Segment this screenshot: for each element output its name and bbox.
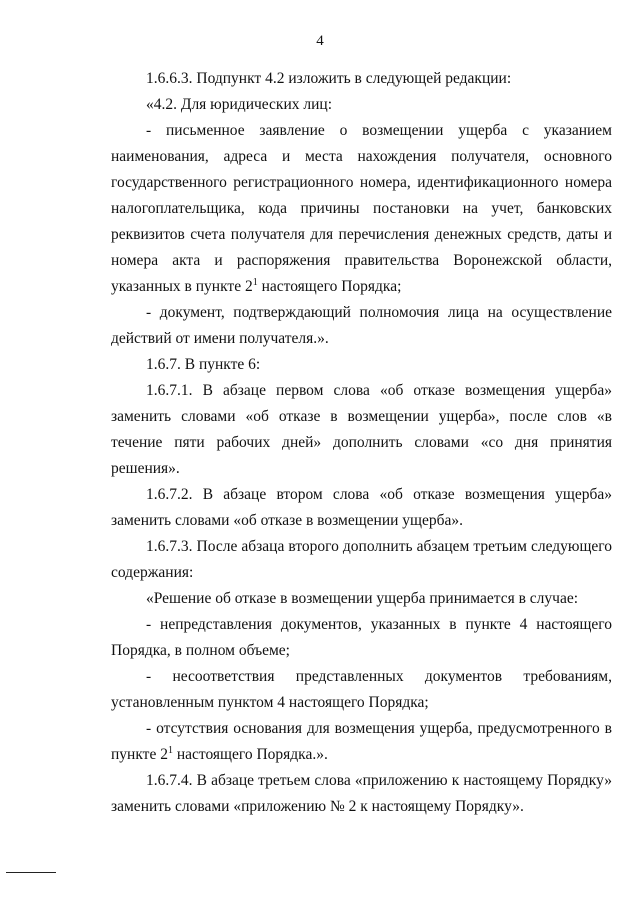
paragraph-refusal-decision: «Решение об отказе в возмещении ущерба принимается в случае: [146,590,579,607]
paragraph-4-2-heading: «4.2. Для юридических лиц: [146,96,333,113]
document-body [111,66,612,820]
text-segment: - письменное заявление о возмещении ущерба с указанием наименования, адреса и места нахождения получателя, основного государственного регистрационного номера, идентификационного номера налогоплательщика, кода причины постановки на учет, банковских реквизитов счета получателя для перечисления денежных средств, даты и номера акта и распоряжения правительства Воронежской области, указанных в пункте 2 [111,122,612,295]
paragraph-1-6-7-3: 1.6.7.3. После абзаца второго дополнить абзацем третьим следующего содержания: [111,538,612,581]
paragraph-1-6-7: 1.6.7. В пункте 6: [146,356,261,373]
text-segment: настоящего Порядка; [257,278,402,295]
superscript: 1 [252,277,258,288]
paragraph-1-6-7-4: 1.6.7.4. В абзаце третьем слова «приложению к настоящему Порядку» заменить словами «приложению № 2 к настоящему Порядку». [111,772,612,815]
paragraph-1-6-7-1: 1.6.7.1. В абзаце первом слова «об отказе возмещения ущерба» заменить словами «об отказе в возмещении ущерба», после слов «в течение пяти рабочих дней» дополнить словами «со дня принятия решения». [111,382,612,477]
paragraph-authority-document: - документ, подтверждающий полномочия лица на осуществление действий от имени получателя.». [111,304,612,347]
page-number: 4 [316,33,324,49]
paragraph-1-6-6-3: 1.6.6.3. Подпункт 4.2 изложить в следующей редакции: [146,70,512,87]
paragraph-no-grounds [111,716,612,768]
text-segment: настоящего Порядка.». [172,746,328,763]
paragraph-non-submission: - непредставления документов, указанных в пункте 4 настоящего Порядка, в полном объеме; [111,616,612,659]
paragraph-non-compliance: - несоответствия представленных документов требованиям, установленным пунктом 4 настоящего Порядка; [111,668,612,711]
text-segment: - отсутствия основания для возмещения ущерба, предусмотренного в пункте 2 [111,720,612,763]
paragraph-1-6-7-2: 1.6.7.2. В абзаце втором слова «об отказе возмещения ущерба» заменить словами «об отказе в возмещении ущерба». [111,486,612,529]
paragraph-written-application [111,118,612,300]
superscript: 1 [167,745,173,756]
footer-divider [6,872,56,873]
